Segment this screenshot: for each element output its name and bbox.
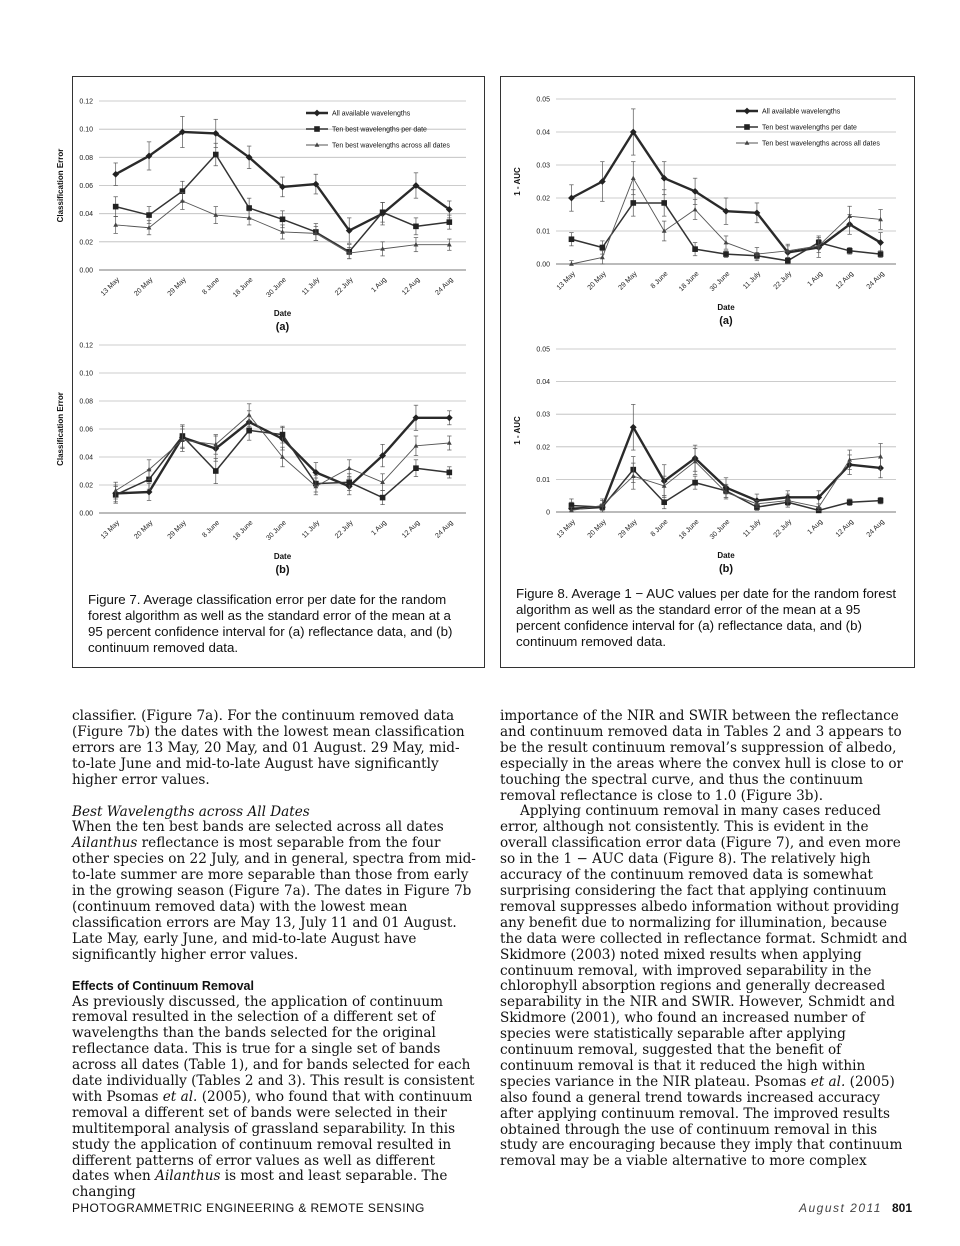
data-point-square xyxy=(314,126,320,132)
x-tick-label: 11 July xyxy=(301,519,322,540)
y-axis-title: Classification Error xyxy=(56,392,65,466)
x-tick-label: 18 June xyxy=(231,276,255,300)
y-tick-label: 0.04 xyxy=(79,454,93,462)
panel-label: (b) xyxy=(718,563,734,575)
data-point-square xyxy=(661,200,667,206)
x-tick-label: 13 May xyxy=(99,276,122,298)
figure-7a-chart xyxy=(56,77,483,335)
x-tick-label: 18 June xyxy=(677,518,701,542)
figure-7-caption: Figure 7. Average classification error per date for the random forest algorithm as well as the standard error of the mean at a 95 percent confidence interval for (a) reflectance data, and (b) continuum removed data. xyxy=(88,592,453,655)
y-tick-label: 0.04 xyxy=(536,129,550,137)
legend-entry xyxy=(736,140,880,147)
y-tick-label: 0.02 xyxy=(536,195,550,203)
species-name: Ailanthus xyxy=(72,835,138,852)
panel-label: (b) xyxy=(275,564,290,576)
series-square xyxy=(113,143,452,258)
data-point-triangle xyxy=(247,412,252,416)
series-square xyxy=(569,457,884,514)
text-run: Applying continuum removal in many cases reduced error, although not consistently. This is evident in the overall classification error data (Figure 7), and even more so in the 1 − AUC data (Figure 8). The relatively high accuracy of the continuum removed data is somewhat surprising considering the fact that applying continuum removal suppresses albedo information without providing any benefit due to normalizing for illumination, because the data were collected in reflectance format. Schmidt and Skidmore (2003) noted mixed results when applying continuum removal, with improved separability in the chlorophyll absorption regions and generally decreased separability in the NIR and SWIR. However, Schmidt and Skidmore (2001), who found an increased number of species were statistically separable after applying continuum removal, suggested that the benefit of continuum removal is that it reduced the high within species variance in the NIR plateau. Psomas xyxy=(500,803,908,1090)
x-axis-title: Date xyxy=(717,303,735,312)
x-tick-label: 20 May xyxy=(133,519,155,541)
data-point-square xyxy=(380,209,386,215)
y-tick-label: 0.08 xyxy=(79,398,93,406)
x-tick-label: 8 June xyxy=(201,276,222,297)
data-point-square xyxy=(744,124,750,130)
y-tick-label: 0.03 xyxy=(536,162,550,170)
x-tick-label: 30 June xyxy=(265,519,288,543)
x-tick-label: 8 June xyxy=(649,270,670,291)
legend-entry xyxy=(306,126,427,133)
legend-entry xyxy=(736,108,841,116)
legend-label: Ten best wavelengths per date xyxy=(762,124,857,132)
x-axis-title: Date xyxy=(717,551,735,560)
data-point-triangle xyxy=(113,488,118,492)
y-tick-label: 0.05 xyxy=(536,96,550,104)
journal-name: PHOTOGRAMMETRIC ENGINEERING & REMOTE SENSING xyxy=(72,1201,425,1215)
legend-entry xyxy=(736,124,857,131)
figure-8-caption: Figure 8. Average 1 − AUC values per date for the random forest algorithm as well as the standard error of the mean at a 95 percent confidence interval for (a) reflectance data, and (b) continuum removed data. xyxy=(516,586,897,649)
paragraph: importance of the NIR and SWIR between the reflectance and continuum removed data in Tables 2 and 3 appears to be the result continuum removal’s suppression of albedo, especially in the areas where the convex hull is close to or touching the spectral curve, and thus the continuum removal reflectance is close to 1.0 (Figure 3b). xyxy=(500,708,904,804)
x-tick-label: 30 June xyxy=(708,518,732,542)
data-point-diamond xyxy=(314,110,321,117)
species-name: Ailanthus xyxy=(155,1168,221,1185)
legend-label: Ten best wavelengths across all dates xyxy=(762,140,880,148)
section-heading: Effects of Continuum Removal xyxy=(72,978,254,993)
x-tick-label: 13 May xyxy=(99,519,122,541)
data-point-square xyxy=(569,236,575,242)
data-point-diamond xyxy=(446,414,453,421)
y-tick-label: 0.00 xyxy=(79,510,93,518)
subsection-heading: Best Wavelengths across All Dates xyxy=(72,803,310,820)
y-tick-label: 0.02 xyxy=(536,444,550,452)
x-tick-label: 29 May xyxy=(166,519,188,541)
legend-label: All available wavelengths xyxy=(762,108,841,116)
data-point-square xyxy=(280,217,286,223)
series-line xyxy=(571,132,880,252)
data-point-square xyxy=(785,258,791,264)
series-triangle xyxy=(113,193,451,259)
data-point-triangle xyxy=(693,207,698,211)
y-tick-label: 0.02 xyxy=(79,239,93,247)
x-tick-label: 24 Aug xyxy=(865,270,886,291)
data-point-square xyxy=(600,245,606,251)
x-tick-label: 20 May xyxy=(586,518,608,540)
data-point-square xyxy=(878,251,884,257)
data-point-diamond xyxy=(744,108,751,115)
et-al: et al. xyxy=(810,1073,846,1090)
data-point-square xyxy=(113,204,119,210)
data-point-triangle xyxy=(447,440,452,444)
data-point-square xyxy=(246,205,252,211)
x-tick-label: 20 May xyxy=(586,270,608,292)
y-tick-label: 0.10 xyxy=(79,126,93,134)
right-text-column xyxy=(500,709,912,1170)
panel-label: (a) xyxy=(719,315,733,327)
data-point-square xyxy=(213,468,219,474)
y-tick-label: 0.01 xyxy=(536,228,550,236)
text-run: When the ten best bands are selected across all dates xyxy=(72,819,444,836)
data-point-square xyxy=(246,428,252,434)
data-point-square xyxy=(447,470,453,476)
y-tick-label: 0.10 xyxy=(79,370,93,378)
text-run: is most and least separable. The changing xyxy=(72,1168,448,1201)
page-footer-right xyxy=(799,1201,912,1215)
x-tick-label: 1 Aug xyxy=(806,270,825,289)
data-point-square xyxy=(630,200,636,206)
x-tick-label: 24 Aug xyxy=(434,276,455,297)
figure-8b-chart xyxy=(500,335,913,580)
data-point-square xyxy=(878,498,884,504)
data-point-square xyxy=(447,219,453,225)
legend-entry xyxy=(306,142,450,149)
y-tick-label: 0 xyxy=(546,509,550,517)
x-tick-label: 1 Aug xyxy=(370,276,389,295)
x-tick-label: 12 Aug xyxy=(400,276,422,297)
y-tick-label: 0.08 xyxy=(79,154,93,162)
y-tick-label: 0.00 xyxy=(536,261,550,269)
x-tick-label: 13 May xyxy=(555,270,577,292)
y-tick-label: 0.12 xyxy=(79,342,93,350)
x-axis-title: Date xyxy=(273,309,292,318)
data-point-square xyxy=(692,480,698,486)
data-point-square xyxy=(661,499,667,505)
x-tick-label: 13 May xyxy=(555,518,577,540)
x-tick-label: 11 July xyxy=(742,270,763,291)
x-tick-label: 11 July xyxy=(301,276,322,297)
paragraph xyxy=(72,995,476,1202)
figure-7b-chart xyxy=(56,335,483,580)
legend-label: Ten best wavelengths across all dates xyxy=(332,142,450,150)
y-tick-label: 0.04 xyxy=(79,211,93,219)
x-tick-label: 18 June xyxy=(231,519,255,543)
y-tick-label: 0.06 xyxy=(79,183,93,190)
y-tick-label: 0.06 xyxy=(79,426,93,434)
issue-date: August 2011 xyxy=(798,1201,882,1215)
left-text-column xyxy=(72,709,476,1201)
text-run: (2005), who found that with continuum removal a different set of bands were selected in their multitemporal analysis of grassland separability. In this study the application of continuum removal resulted in different patterns of error values as well as different dates when xyxy=(72,1088,473,1185)
data-point-triangle xyxy=(631,474,636,478)
y-tick-label: 0.03 xyxy=(536,411,550,419)
data-point-triangle xyxy=(180,198,185,202)
x-tick-label: 29 May xyxy=(617,518,639,540)
data-point-triangle xyxy=(631,176,636,180)
data-point-square xyxy=(146,212,152,218)
et-al: et al. xyxy=(162,1088,198,1105)
page-number: 801 xyxy=(891,1201,912,1215)
y-tick-label: 0.02 xyxy=(79,482,93,490)
data-point-triangle xyxy=(347,466,352,470)
data-point-square xyxy=(346,479,352,485)
data-point-triangle xyxy=(878,454,883,458)
x-tick-label: 30 June xyxy=(265,276,288,300)
x-tick-label: 18 June xyxy=(677,270,701,294)
paragraph: classifier. (Figure 7a). For the continuum removed data (Figure 7b) the dates with the lowest mean classification errors are 13 May, 20 May, and 01 August. 29 May, mid-to-late June and mid-to-late August have significantly higher error values. xyxy=(72,708,465,788)
x-tick-label: 29 May xyxy=(166,276,188,298)
data-point-square xyxy=(380,495,386,501)
text-run: reflectance is most separable from the four other species on 22 July, and in general, spectra from mid-to-late summer are more separable than those from early in the growing season (Figure 7a). The dates in Figure 7b (continuum removed data) with the lowest mean classification errors are May 13, July 11 and 01 August. Late May, early June, and mid-to-late August have significantly higher error values. xyxy=(72,835,476,963)
y-tick-label: 0.12 xyxy=(79,98,93,106)
data-point-triangle xyxy=(600,255,605,259)
y-tick-label: 0.00 xyxy=(79,267,93,275)
data-point-square xyxy=(280,432,286,438)
x-tick-label: 12 Aug xyxy=(400,519,422,540)
legend-entry xyxy=(306,110,411,118)
y-axis-title: Classification Error xyxy=(56,148,65,223)
x-tick-label: 8 June xyxy=(649,518,670,539)
legend-label: All available wavelengths xyxy=(332,110,411,118)
x-tick-label: 22 July xyxy=(334,519,355,541)
x-tick-label: 12 Aug xyxy=(834,270,856,291)
x-axis-title: Date xyxy=(273,552,292,561)
paragraph xyxy=(500,804,912,1170)
figure-8a-chart xyxy=(500,77,913,335)
data-point-square xyxy=(723,251,729,257)
x-tick-label: 29 May xyxy=(617,270,639,292)
data-point-square xyxy=(413,224,419,230)
x-tick-label: 12 Aug xyxy=(834,518,856,539)
data-point-square xyxy=(847,499,853,505)
data-point-square xyxy=(213,152,219,158)
x-tick-label: 22 July xyxy=(334,276,355,298)
data-point-triangle xyxy=(113,222,118,226)
panel-label: (a) xyxy=(275,321,290,333)
data-point-square xyxy=(413,465,419,471)
x-tick-label: 24 Aug xyxy=(865,518,886,539)
x-tick-label: 30 June xyxy=(708,270,732,294)
x-tick-label: 22 July xyxy=(772,270,794,292)
x-tick-label: 11 July xyxy=(742,518,763,539)
y-axis-title: 1 - AUC xyxy=(513,167,522,196)
x-tick-label: 22 July xyxy=(772,518,794,540)
y-tick-label: 0.05 xyxy=(536,346,550,354)
legend-label: Ten best wavelengths per date xyxy=(332,126,427,134)
data-point-square xyxy=(847,248,853,254)
y-tick-label: 0.01 xyxy=(536,476,550,484)
x-tick-label: 8 June xyxy=(201,519,222,540)
y-axis-title: 1 - AUC xyxy=(513,416,522,445)
data-point-square xyxy=(692,246,698,252)
x-tick-label: 1 Aug xyxy=(370,519,389,538)
x-tick-label: 20 May xyxy=(133,276,155,298)
x-tick-label: 24 Aug xyxy=(434,519,455,540)
paragraph xyxy=(72,820,476,963)
y-tick-label: 0.04 xyxy=(536,379,550,387)
x-tick-label: 1 Aug xyxy=(806,518,825,537)
text-run: As previously discussed, the application of continuum removal resulted in the selection of a different set of wavelengths than the bands selected for the original reflectance data. This is true for a single set of bands across all dates (Table 1), and for bands selected for each date individually (Tables 2 and 3). This result is consistent with Psomas xyxy=(72,993,475,1105)
text-run: (2005) also found a general trend towards increased accuracy after applying continuum removal. The improved results obtained through the use of continuum removal in this study are encouraging because they imply that continuum removal may be a viable alternative to more complex xyxy=(500,1073,903,1170)
